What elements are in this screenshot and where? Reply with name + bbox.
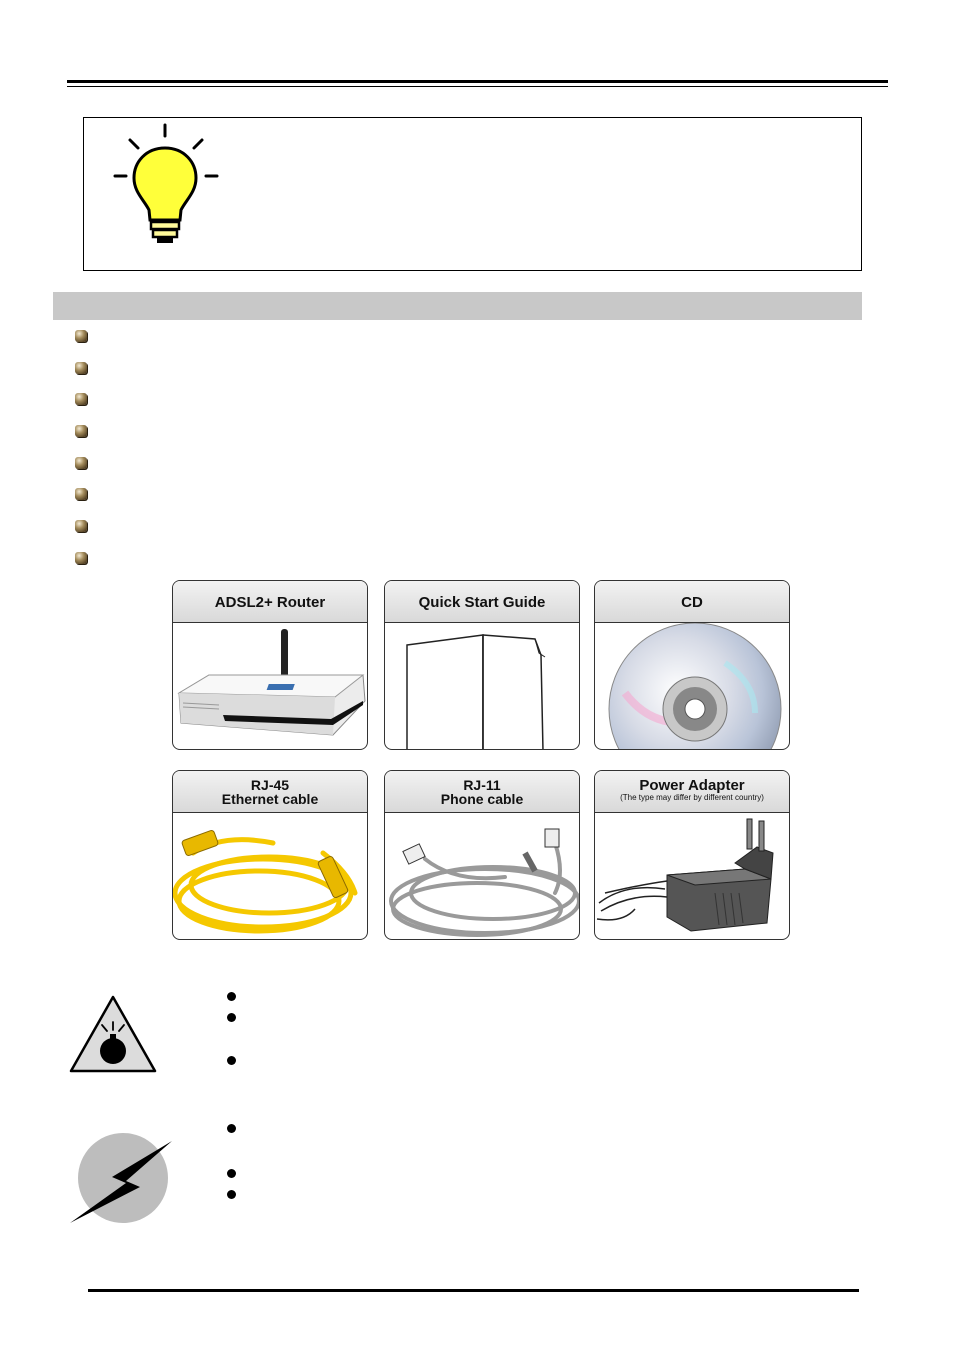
- bullet-dot: [227, 992, 236, 1001]
- card-quick-start-guide: [384, 580, 580, 750]
- card-title: [595, 771, 789, 813]
- card-title-line: RJ-45: [250, 777, 290, 793]
- round-bullet-icon: [75, 362, 87, 374]
- lightning-icon: [68, 1133, 174, 1225]
- card-rj45-cable: [172, 770, 368, 940]
- round-bullet-icon: [75, 393, 87, 405]
- power-adapter-image: [595, 813, 789, 940]
- guide-image: [385, 623, 579, 750]
- card-title: [595, 581, 789, 623]
- card-title-line: RJ-11: [463, 777, 501, 793]
- header-rule-thick: [67, 80, 888, 83]
- round-bullet-icon: [75, 330, 87, 342]
- round-bullet-icon: [75, 425, 87, 437]
- bullet-dot: [227, 1124, 236, 1133]
- lightbulb-icon: [110, 120, 222, 248]
- card-title-text: CD: [681, 594, 703, 611]
- round-bullet-icon: [75, 520, 87, 532]
- header-rule-thin: [67, 86, 888, 87]
- card-title-line: Phone cable: [440, 791, 524, 807]
- round-bullet-icon: [75, 457, 87, 469]
- caution-bomb-icon: [68, 994, 158, 1074]
- card-title: [173, 771, 367, 813]
- bullet-dot: [227, 1190, 236, 1199]
- bullet-dot: [227, 1169, 236, 1178]
- phone-cable-image: [385, 813, 579, 940]
- cd-image: [595, 623, 789, 750]
- card-power-adapter: [594, 770, 790, 940]
- bullet-dot: [227, 1056, 236, 1065]
- card-title-text: Quick Start Guide: [418, 594, 546, 611]
- card-title: [385, 771, 579, 813]
- round-bullet-icon: [75, 552, 87, 564]
- card-title-text: ADSL2+ Router: [214, 594, 326, 611]
- card-title-note: (The type may differ by different country): [620, 793, 764, 802]
- section-heading-bar: [53, 292, 862, 320]
- ethernet-cable-image: [173, 813, 367, 940]
- tip-box: [83, 117, 862, 271]
- card-adsl-router: [172, 580, 368, 750]
- router-image: [173, 623, 367, 750]
- round-bullet-icon: [75, 488, 87, 500]
- card-title-line: Ethernet cable: [221, 791, 319, 807]
- footer-rule: [88, 1289, 859, 1292]
- card-title-line: Power Adapter: [639, 777, 745, 794]
- card-cd: [594, 580, 790, 750]
- card-title: [385, 581, 579, 623]
- card-rj11-cable: [384, 770, 580, 940]
- card-title: [173, 581, 367, 623]
- bullet-dot: [227, 1013, 236, 1022]
